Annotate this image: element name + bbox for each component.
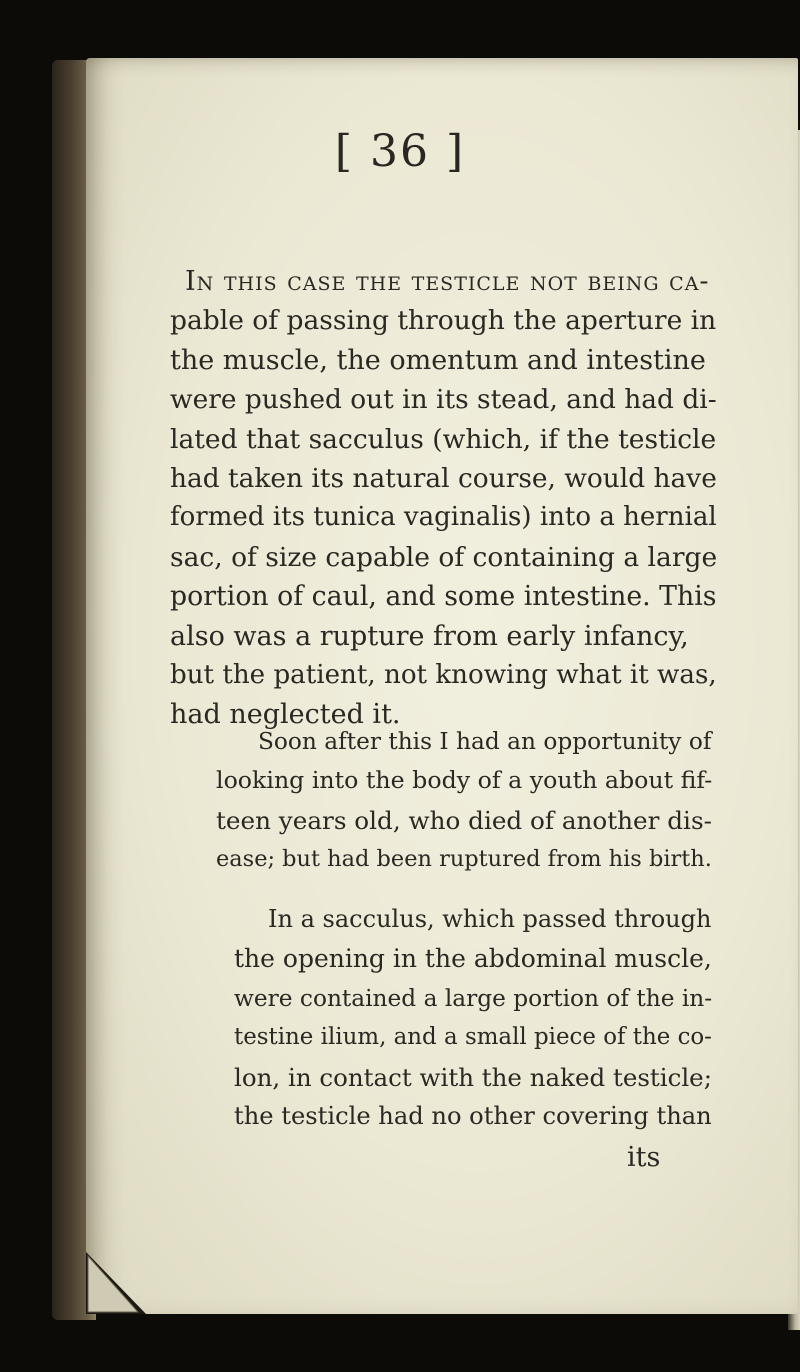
text-line: formed its tunica vaginalis) into a hernial: [170, 502, 717, 533]
text-line: also was a rupture from early infancy,: [170, 620, 689, 652]
paragraph-1: [170, 262, 718, 735]
text-line-content: In this case the testicle not being ca-: [185, 266, 710, 297]
text-line: teen years old, who died of another dis-: [216, 805, 712, 835]
paragraph-2: [172, 722, 712, 880]
text-line: looking into the body of a youth about fif-: [216, 766, 713, 795]
text-line: but the patient, not knowing what it was,: [170, 660, 717, 691]
text-line: lated that sacculus (which, if the testicle: [170, 423, 717, 455]
page-corner-fold: [86, 1252, 146, 1314]
paragraph-3: [172, 900, 712, 1136]
text-line: [185, 262, 717, 301]
text-line: lon, in contact with the naked testicle;: [234, 1062, 712, 1092]
text-line: portion of caul, and some intestine. This: [170, 581, 717, 613]
text-line: sac, of size capable of containing a large: [170, 541, 718, 573]
text-line: the testicle had no other covering than: [234, 1102, 712, 1131]
text-line: the opening in the abdominal muscle,: [234, 944, 712, 974]
text-line: Soon after this I had an opportunity of: [258, 728, 712, 755]
text-line: pable of passing through the aperture in: [170, 305, 717, 337]
text-line: were contained a large portion of the in-: [234, 984, 713, 1012]
text-line: testine ilium, and a small piece of the co-: [234, 1024, 712, 1051]
catchword: its: [627, 1142, 661, 1173]
page-number-header: [ 36 ]: [334, 126, 466, 177]
text-line: were pushed out in its stead, and had di-: [170, 384, 717, 416]
text-line: had neglected it.: [170, 699, 401, 731]
text-line: the muscle, the omentum and intestine: [170, 344, 706, 376]
text-line: In a sacculus, which passed through: [268, 905, 712, 933]
text-line: ease; but had been ruptured from his birth.: [216, 846, 712, 873]
text-line: had taken its natural course, would have: [170, 463, 717, 495]
